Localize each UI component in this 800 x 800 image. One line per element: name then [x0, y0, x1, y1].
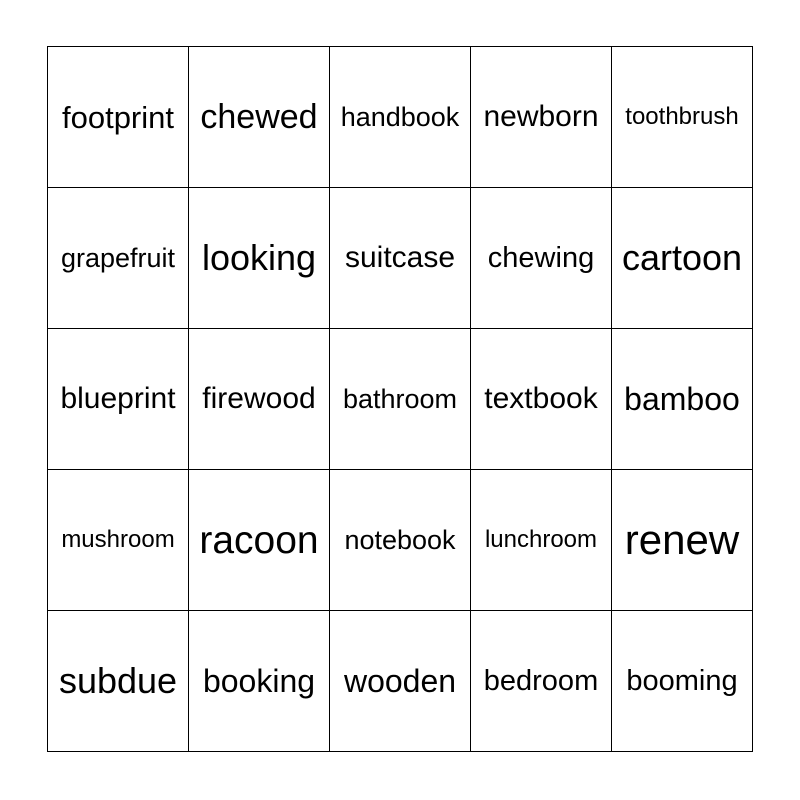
bingo-cell[interactable] [189, 188, 330, 329]
cell-word: booming [626, 664, 738, 697]
bingo-cell[interactable] [189, 47, 330, 188]
cell-word: textbook [484, 382, 598, 415]
cell-word: subdue [58, 660, 178, 701]
cell-word: racoon [199, 518, 319, 562]
cell-word: blueprint [60, 382, 176, 415]
cell-word: firewood [202, 382, 316, 415]
cell-word: bedroom [483, 664, 599, 697]
bingo-board [47, 46, 753, 752]
cell-word: notebook [344, 524, 456, 555]
bingo-cell[interactable] [471, 611, 612, 752]
bingo-cell[interactable] [48, 611, 189, 752]
cell-word: bamboo [624, 381, 740, 417]
bingo-cell[interactable] [48, 329, 189, 470]
bingo-cell[interactable] [471, 470, 612, 611]
bingo-cell[interactable] [48, 470, 189, 611]
cell-word: booking [202, 663, 316, 699]
cell-word: lunchroom [484, 526, 598, 553]
bingo-cell[interactable] [330, 611, 471, 752]
bingo-cell[interactable] [612, 611, 753, 752]
bingo-cell[interactable] [189, 329, 330, 470]
bingo-cell[interactable] [612, 470, 753, 611]
bingo-cell[interactable] [189, 470, 330, 611]
bingo-cell[interactable] [48, 47, 189, 188]
cell-word: chewed [200, 98, 318, 136]
cell-word: looking [201, 237, 317, 278]
cell-word: cartoon [621, 237, 743, 278]
bingo-cell[interactable] [330, 188, 471, 329]
bingo-cell[interactable] [189, 611, 330, 752]
cell-word: bathroom [342, 383, 458, 414]
bingo-cell[interactable] [471, 188, 612, 329]
bingo-cell[interactable] [612, 188, 753, 329]
bingo-cell[interactable] [48, 188, 189, 329]
cell-word: wooden [343, 663, 457, 699]
cell-word: grapefruit [60, 242, 176, 273]
cell-word: handbook [340, 101, 460, 132]
bingo-cell[interactable] [330, 47, 471, 188]
bingo-cell[interactable] [612, 329, 753, 470]
cell-word: chewing [487, 241, 595, 274]
cell-word: newborn [483, 100, 599, 133]
bingo-cell[interactable] [471, 329, 612, 470]
bingo-cell[interactable] [612, 47, 753, 188]
bingo-cell[interactable] [330, 470, 471, 611]
cell-word: mushroom [61, 526, 175, 553]
bingo-cell[interactable] [330, 329, 471, 470]
cell-word: suitcase [344, 241, 456, 274]
cell-word: footprint [61, 99, 174, 135]
cell-word: toothbrush [625, 103, 739, 130]
cell-word: renew [624, 516, 740, 563]
bingo-cell[interactable] [471, 47, 612, 188]
